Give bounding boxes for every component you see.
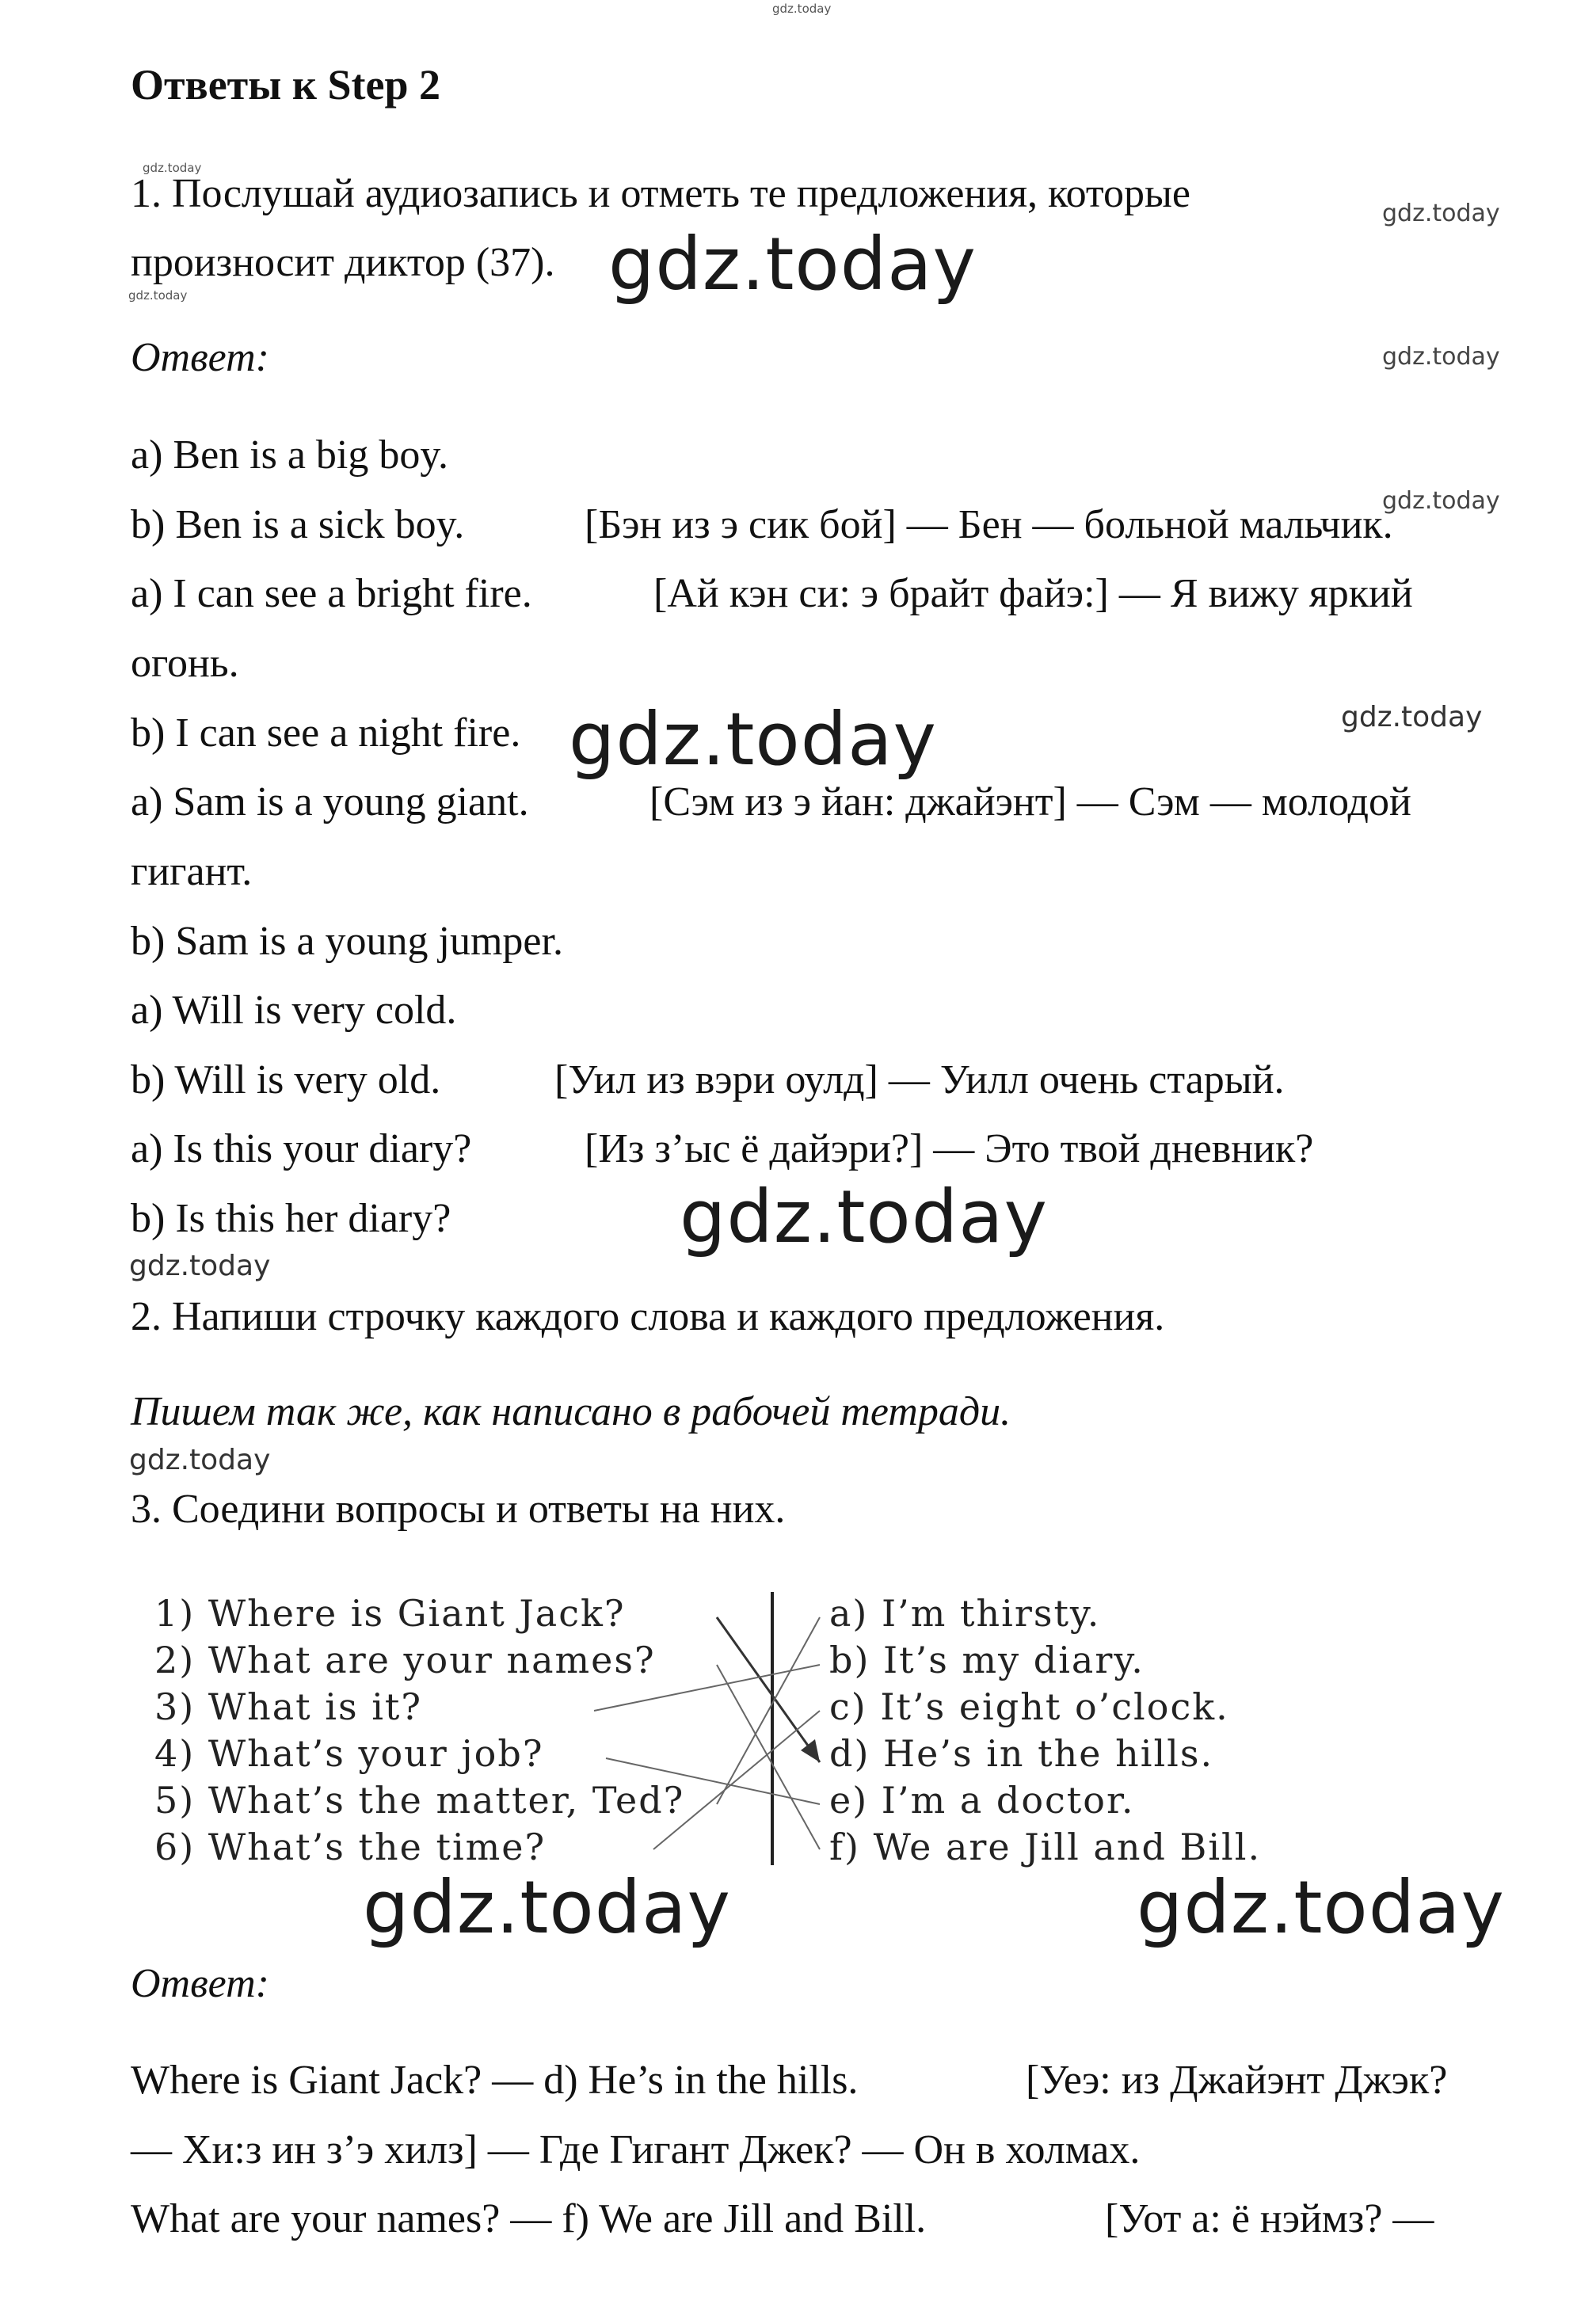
answer-item: b) It’s my diary. [829, 1639, 1145, 1681]
answer-line: a) Will is very cold. [131, 988, 457, 1033]
connector-lines [147, 1592, 1358, 1893]
answer-line: — Хи:з ин з’э хилз] — Где Гигант Джек? — Он в холмах. [131, 2127, 1141, 2172]
watermark-large: gdz.today [608, 222, 977, 307]
translation: [Уеэ: из Джайэнт Джэк? [1026, 2058, 1448, 2103]
watermark-large: gdz.today [569, 697, 937, 782]
answer-line: a) I can see a bright fire. [131, 571, 532, 616]
watermark: gdz.today [129, 1250, 271, 1282]
watermark: gdz.today [1382, 343, 1500, 371]
connector-3-b [594, 1665, 820, 1711]
answer-line: What are your names? — f) We are Jill and Bill. [131, 2196, 927, 2241]
connector-5-a [717, 1617, 820, 1804]
answer-item: a) I’m thirsty. [829, 1592, 1101, 1635]
answer-line: огонь. [131, 641, 239, 686]
answer-line: a) Ben is a big boy. [131, 432, 448, 478]
translation: [Ай кэн си: э брайт файэ:] — Я вижу яркий [653, 571, 1413, 616]
answer-line: b) Sam is a young jumper. [131, 919, 563, 964]
task-1-text: 1. Послушай аудиозапись и отметь те предложения, которые [131, 171, 1190, 216]
matching-exercise [147, 1592, 1358, 1893]
arrow-head-icon [801, 1739, 820, 1762]
watermark-large: gdz.today [1137, 1865, 1505, 1950]
watermark-large: gdz.today [363, 1865, 731, 1950]
question-item: 3) What is it? [154, 1685, 423, 1728]
translation: [Сэм из э йан: джайэнт] — Сэм — молодой [649, 779, 1411, 824]
question-item: 4) What’s your job? [154, 1732, 544, 1775]
answer-label: Ответ: [131, 1961, 269, 2006]
answer-line: b) Ben is a sick boy. [131, 502, 465, 547]
watermark: gdz.today [129, 1444, 271, 1476]
answer-line: a) Is this your diary? [131, 1126, 472, 1171]
watermark: gdz.today [143, 161, 202, 175]
watermark: gdz.today [1382, 200, 1500, 227]
answer-line: b) Is this her diary? [131, 1196, 451, 1241]
answer-line: Where is Giant Jack? — d) He’s in the hills. [131, 2058, 859, 2103]
translation: [Из з’ыс ё дайэри?] — Это твой дневник? [585, 1126, 1314, 1171]
task-2-text: 2. Напиши строчку каждого слова и каждого предложения. [131, 1294, 1165, 1339]
watermark: gdz.today [128, 288, 188, 303]
answer-item: e) I’m a doctor. [829, 1779, 1135, 1822]
translation: [Бэн из э сик бой] — Бен — больной мальчик. [585, 502, 1393, 547]
watermark: gdz.today [1382, 487, 1500, 515]
connector-4-e [606, 1758, 820, 1804]
watermark: gdz.today [772, 2, 832, 16]
answer-label: Ответ: [131, 335, 269, 380]
translation: [Уот а: ё нэймз? — [1105, 2196, 1434, 2241]
task-2-answer: Пишем так же, как написано в рабочей тетради. [131, 1389, 1011, 1434]
task-3-text: 3. Соедини вопросы и ответы на них. [131, 1487, 786, 1532]
question-item: 1) Where is Giant Jack? [154, 1592, 626, 1635]
answer-item: d) He’s in the hills. [829, 1732, 1214, 1775]
connector-1-d [717, 1617, 820, 1762]
answer-line: b) I can see a night fire. [131, 710, 521, 756]
connector-6-c [653, 1711, 820, 1849]
connector-2-f [717, 1665, 820, 1849]
question-item: 2) What are your names? [154, 1639, 656, 1681]
answer-item: c) It’s eight o’clock. [829, 1685, 1229, 1728]
question-item: 6) What’s the time? [154, 1826, 547, 1868]
translation: [Уил из вэри оулд] — Уилл очень старый. [554, 1057, 1285, 1102]
watermark-large: gdz.today [680, 1175, 1048, 1259]
task-1-text: произносит диктор (37). [131, 240, 555, 285]
answer-item: f) We are Jill and Bill. [829, 1826, 1262, 1868]
page-title: Ответы к Step 2 [131, 61, 440, 109]
answer-line: гигант. [131, 849, 253, 894]
question-item: 5) What’s the matter, Ted? [154, 1779, 685, 1822]
answer-line: a) Sam is a young giant. [131, 779, 529, 824]
answer-line: b) Will is very old. [131, 1057, 441, 1102]
watermark: gdz.today [1341, 701, 1483, 733]
